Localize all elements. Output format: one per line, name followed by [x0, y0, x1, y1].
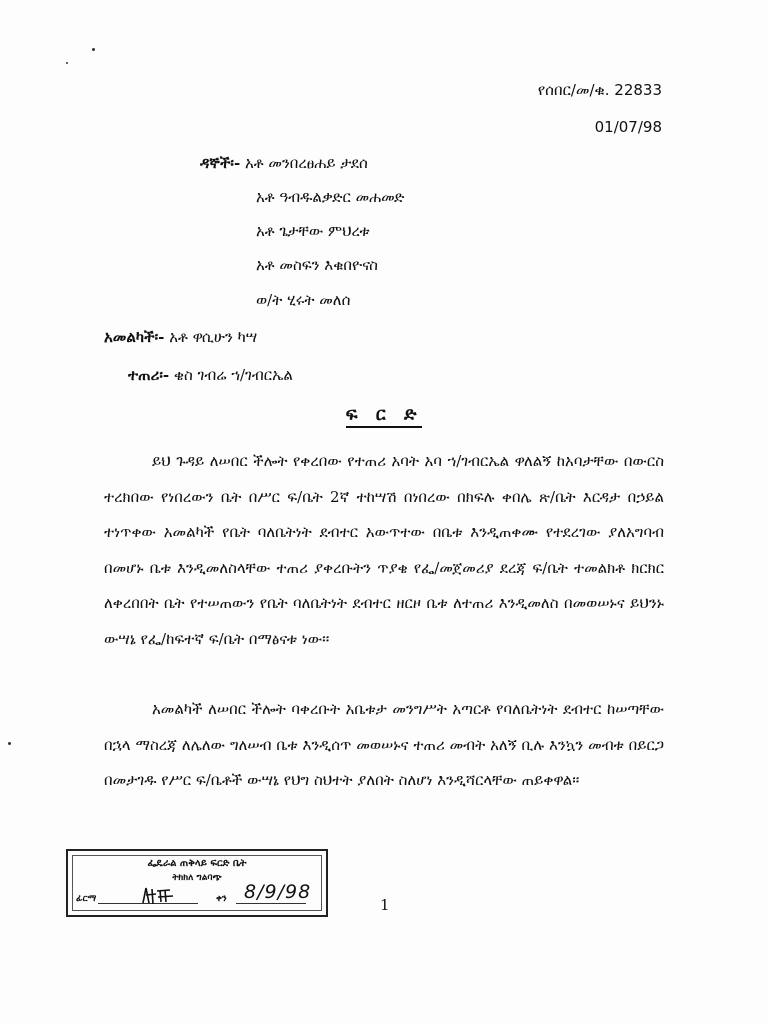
case-date: 01/07/98 — [594, 118, 662, 136]
judge-name: አቶ መስፍን እቁበዮናስ — [256, 256, 378, 274]
stamp-signature-label: ፊርማ — [76, 894, 97, 904]
scan-speck — [66, 62, 68, 64]
judgment-paragraph: አመልካች ለሠበር ችሎት ባቀረቡት አቤቱታ መንግሥት አጣርቶ የባለቤትነት ደብተር ከሠጣቸው በኋላ ማስረጃ ለሌለው ግለሠብ ቤቱ እንዲሰጥ መወሠኑና ተጠሪ መብት አለኝ ቢሉ እንኳን መብቱ በይርጋ በመታገዱ የሥር ፍ/ቤቶች ውሣኔ የህግ ስህተት ያለበት ስለሆነ እንዲሻርላቸው ጠይቀዋል፡፡ — [104, 700, 664, 789]
stamp-handwritten-date: 8/9/98 — [244, 881, 312, 903]
respondent-label: ተጠሪ፡- — [128, 366, 170, 384]
scan-speck — [8, 742, 11, 745]
judge-name: አቶ ዓብዱልቃድር መሐመድ — [256, 188, 405, 206]
stamp-date-label: ቀን — [216, 894, 227, 904]
respondent-line — [128, 366, 293, 384]
judge-name: አቶ ጌታቸው ምህረቱ — [256, 222, 370, 240]
judgment-title-wrap — [0, 404, 768, 425]
stamp-court-name: ፌዴራል ጠቅላይ ፍርድ ቤት — [147, 858, 247, 869]
page-number: 1 — [380, 896, 390, 914]
applicant-line — [104, 328, 257, 346]
applicant-label: አመልካች፡- — [104, 328, 165, 346]
respondent-name: ቄስ ገብሬ ኀ/ገብርኤል — [173, 366, 293, 384]
judgment-paragraph: ይህ ጉዳይ ለሠበር ችሎት የቀረበው የተጠሪ አባት አባ ኀ/ገብርኤል ዋለልኝ ከአባታቸው በውርስ ተረክበው የነበረውን ቤት በሥር ፍ/ቤት 2ኛ ተከሣሽ በነበረው በክፍሉ ቀበሌ ጽ/ቤት እርዳታ በኃይል ተነጥቀው አመልካች የቤት ባለቤትነት ደብተር አውጥተው በቤቱ እንዲጠቀሙ የተደረገው ያለአግባብ በመሆኑ ቤቱ እንዲመለስላቸው ተጠሪ ያቀረቡትን ጥያቄ የፌ/መጀመሪያ ደረጃ ፍ/ቤት ተመልክቶ ክርክር ለቀረበበት ቤት የተሠጠውን የቤት ባለቤትነት ደብተር ዘርዞ ቤቱ ለተጠሪ እንዲመለስ በመወሠኑና ይህንኑ ውሣኔ የፌ/ከፍተኛ ፍ/ቤት በማፅናቱ ነው፡፡ — [104, 452, 664, 648]
court-stamp — [66, 849, 328, 917]
judges-line — [200, 154, 368, 172]
judge-name: አቶ መንበረፀሐይ ታደሰ — [244, 154, 368, 172]
judges-label: ዳኞች፡- — [200, 154, 241, 172]
handwritten-signature — [140, 885, 176, 907]
applicant-name: አቶ ዋሲሁን ካሣ — [169, 328, 258, 346]
stamp-certified-copy: ትክክለ ግልባጭ — [172, 873, 222, 883]
judge-name: ወ/ት ሂሩት መለሰ — [256, 291, 351, 309]
judgment-title: ፍ ር ድ — [346, 404, 423, 428]
stamp-date-line — [236, 903, 306, 904]
case-reference: የሰበር/መ/ቁ. 22833 — [537, 81, 662, 99]
scan-speck — [92, 48, 95, 51]
